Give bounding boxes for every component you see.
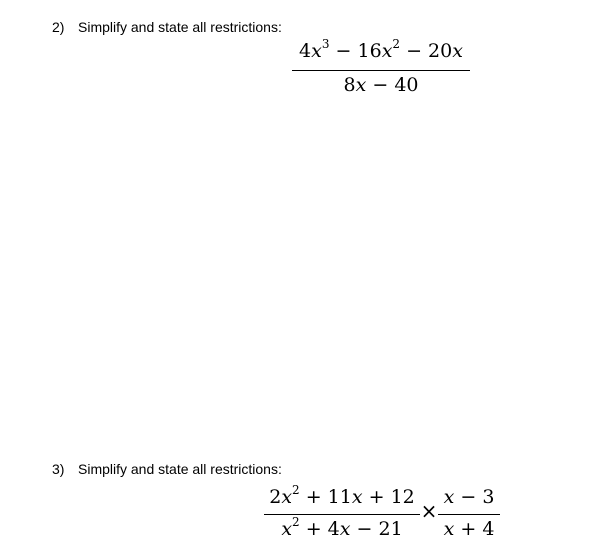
term-coefficient: 20 bbox=[428, 40, 453, 62]
multiplication-sign: × bbox=[420, 499, 438, 523]
problem-2-numerator bbox=[292, 36, 470, 62]
operator: − bbox=[329, 40, 358, 62]
problem-2-number: 2) bbox=[52, 19, 65, 35]
term-variable: x bbox=[381, 40, 393, 62]
fraction-bar bbox=[264, 514, 420, 515]
term-coefficient: 16 bbox=[357, 40, 382, 62]
term-constant: 21 bbox=[378, 518, 403, 540]
term-variable: x bbox=[351, 486, 363, 508]
problem-3-fraction-2 bbox=[438, 486, 500, 546]
problem-3-instruction: Simplify and state all restrictions: bbox=[78, 461, 282, 477]
term-constant: 4 bbox=[482, 518, 495, 540]
operator: + bbox=[454, 518, 483, 540]
problem-3-fraction-2-denominator bbox=[438, 518, 500, 540]
term-coefficient: 4 bbox=[299, 40, 312, 62]
term-exponent: 3 bbox=[321, 36, 330, 51]
term-variable: x bbox=[443, 486, 455, 508]
term-variable: x bbox=[281, 518, 293, 540]
operator: + bbox=[362, 486, 391, 508]
term-variable: x bbox=[443, 518, 455, 540]
operator: + bbox=[299, 486, 328, 508]
term-variable: x bbox=[452, 40, 463, 62]
operator: − bbox=[350, 518, 379, 540]
term-coefficient: 4 bbox=[327, 518, 340, 540]
term-constant: 40 bbox=[394, 74, 419, 96]
problem-3-heading bbox=[52, 461, 282, 478]
problem-2-denominator bbox=[292, 74, 470, 96]
term-coefficient: 8 bbox=[343, 74, 356, 96]
operator: − bbox=[454, 486, 483, 508]
term-variable: x bbox=[281, 486, 293, 508]
term-variable: x bbox=[355, 74, 367, 96]
term-constant: 3 bbox=[482, 486, 495, 508]
problem-3-fraction-2-numerator bbox=[438, 486, 500, 508]
problem-2-instruction: Simplify and state all restrictions: bbox=[78, 19, 282, 35]
problem-3-number: 3) bbox=[52, 461, 65, 477]
operator: + bbox=[299, 518, 328, 540]
problem-3-fraction-1 bbox=[264, 482, 420, 546]
term-variable: x bbox=[339, 518, 351, 540]
fraction-bar bbox=[438, 514, 500, 515]
problem-2-heading bbox=[52, 19, 282, 36]
term-coefficient: 11 bbox=[327, 486, 352, 508]
term-coefficient: 2 bbox=[269, 486, 282, 508]
term-exponent: 2 bbox=[392, 36, 401, 51]
term-variable: x bbox=[311, 40, 322, 62]
problem-3-fraction-1-numerator bbox=[264, 482, 420, 508]
problem-3-fraction-1-denominator bbox=[264, 514, 420, 540]
fraction-bar bbox=[292, 70, 470, 71]
operator: − bbox=[400, 40, 429, 62]
term-constant: 12 bbox=[390, 486, 415, 508]
operator: − bbox=[366, 74, 395, 96]
problem-2-fraction bbox=[292, 38, 470, 98]
term-exponent: 2 bbox=[292, 514, 300, 529]
term-exponent: 2 bbox=[292, 482, 300, 497]
